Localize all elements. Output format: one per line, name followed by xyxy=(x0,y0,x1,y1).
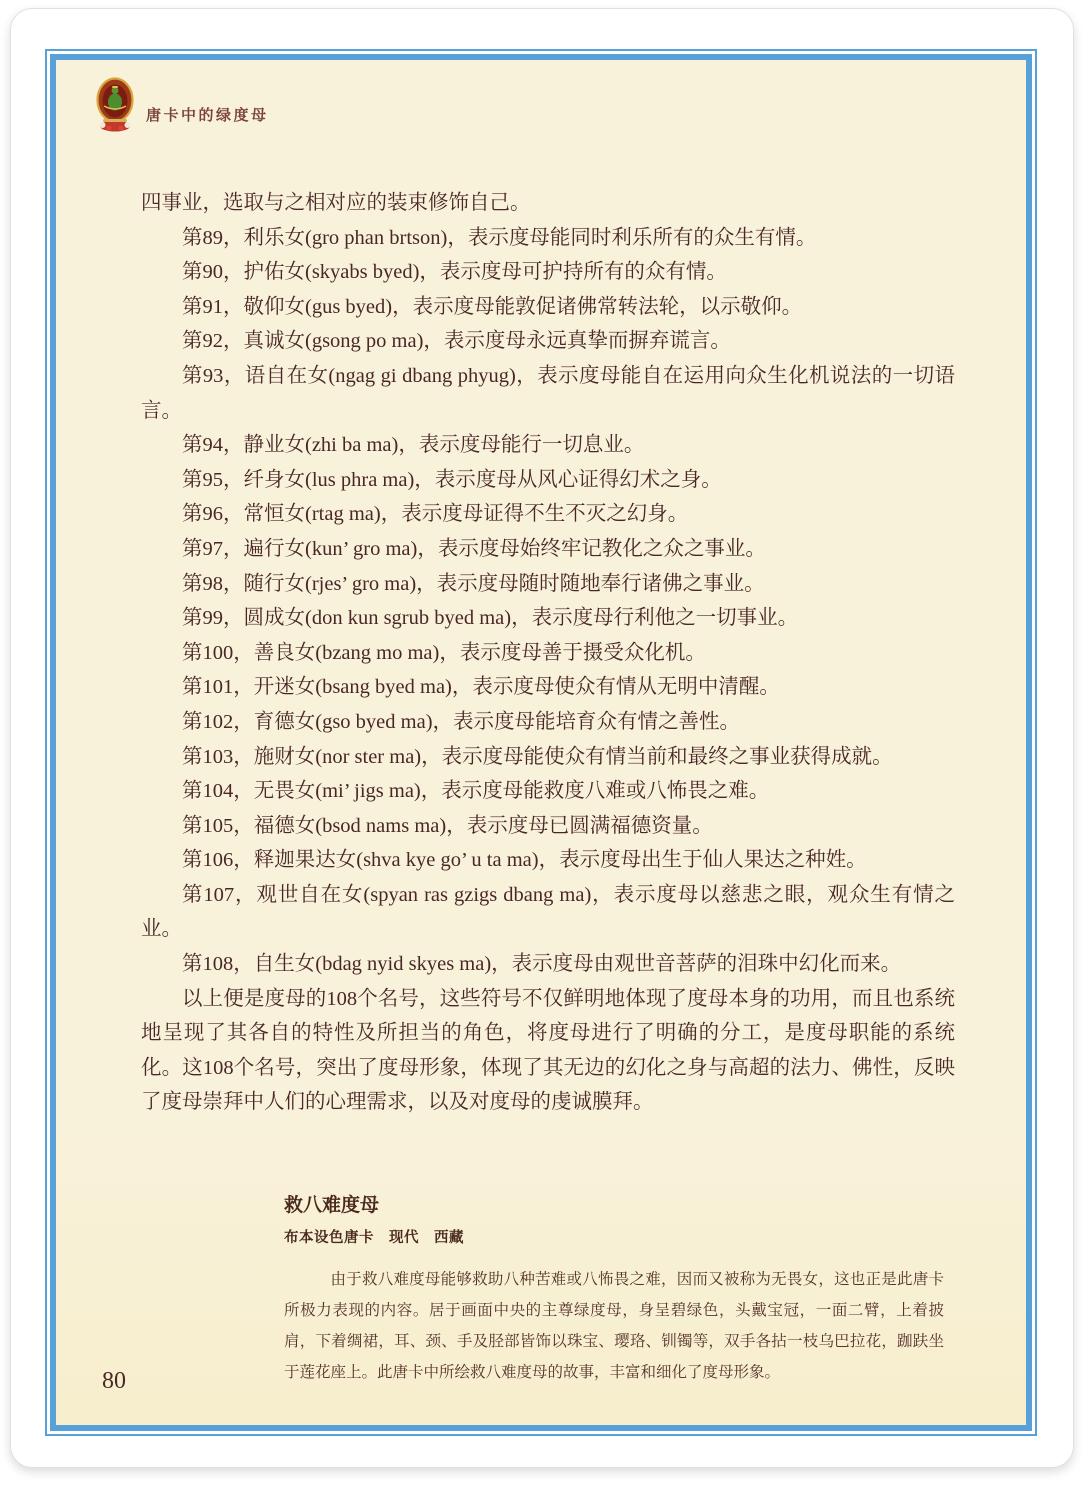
main-text xyxy=(141,186,955,1120)
body-paragraph: 第99，圆成女(don kun sgrub byed ma)，表示度母行利他之一切事业。 xyxy=(182,607,799,630)
body-paragraph: 第103，施财女(nor ster ma)，表示度母能使众有情当前和最终之事业获得成就。 xyxy=(182,745,893,768)
body-paragraph: 第108，自生女(bdag nyid skyes ma)，表示度母由观世音菩萨的泪珠中幻化而来。 xyxy=(182,953,902,976)
body-paragraph: 第97，遍行女(kun’ gro ma)，表示度母始终牢记教化之众之事业。 xyxy=(182,537,766,560)
body-paragraph: 第92，真诚女(gsong po ma)，表示度母永远真挚而摒弃谎言。 xyxy=(182,330,731,353)
body-paragraph: 第102，育德女(gso byed ma)，表示度母能培育众有情之善性。 xyxy=(182,710,741,733)
book-page xyxy=(10,8,1074,1468)
page-content xyxy=(56,60,1026,1425)
body-paragraph: 第104，无畏女(mi’ jigs ma)，表示度母能救度八难或八怖畏之难。 xyxy=(182,780,770,803)
thangka-logo-icon xyxy=(94,76,136,136)
body-paragraph: 以上便是度母的108个名号，这些符号不仅鲜明地体现了度母本身的功用，而且也系统地呈现了其各自的特性及所担当的角色，将度母进行了明确的分工，是度母职能的系统化。这108个名号，突出了度母形象，体现了其无边的幻化之身与高超的法力、佛性，反映了度母崇拜中人们的心理需求，以及对度母的虔诚膜拜。 xyxy=(141,987,955,1114)
body-paragraph: 第96，常恒女(rtag ma)，表示度母证得不生不灭之幻身。 xyxy=(182,503,689,526)
page-border-frame xyxy=(45,49,1037,1436)
page-inner-frame xyxy=(50,54,1032,1431)
body-paragraph: 第93，语自在女(ngag gi dbang phyug)，表示度母能自在运用向众生化机说法的一切语言。 xyxy=(141,364,955,422)
caption-subtitle: 布本设色唐卡 现代 西藏 xyxy=(284,1230,464,1246)
body-paragraph: 第94，静业女(zhi ba ma)，表示度母能行一切息业。 xyxy=(182,434,645,457)
body-paragraph: 第95，纤身女(lus phra ma)，表示度母从风心证得幻术之身。 xyxy=(182,468,722,491)
page-number: 80 xyxy=(102,1368,126,1394)
body-paragraph: 第105，福德女(bsod nams ma)，表示度母已圆满福德资量。 xyxy=(182,814,713,837)
caption-title: 救八难度母 xyxy=(284,1195,380,1216)
body-paragraph: 第91，敬仰女(gus byed)，表示度母能敦促诸佛常转法轮，以示敬仰。 xyxy=(182,295,803,318)
body-paragraph: 第90，护佑女(skyabs byed)，表示度母可护持所有的众有情。 xyxy=(182,261,727,284)
caption-paragraph: 由于救八难度母能够救助八种苦难或八怖畏之难，因而又被称为无畏女，这也正是此唐卡所极力表现的内容。居于画面中央的主尊绿度母，身呈碧绿色，头戴宝冠，一面二臂，上着披肩，下着绸裙，耳、颈、手及胫部皆饰以珠宝、璎珞、钏镯等，双手各拈一枝乌巴拉花，跏趺坐于莲花座上。此唐卡中所绘救八难度母的故事，丰富和细化了度母形象。 xyxy=(284,1271,944,1381)
body-paragraph: 四事业，选取与之相对应的装束修饰自己。 xyxy=(141,192,531,214)
body-paragraph: 第107，观世自在女(spyan ras gzigs dbang ma)，表示度母以慈悲之眼，观众生有情之业。 xyxy=(141,883,955,941)
body-paragraph: 第100，善良女(bzang mo ma)，表示度母善于摄受众化机。 xyxy=(182,641,706,664)
book-title: 唐卡中的绿度母 xyxy=(146,107,269,124)
body-paragraph: 第101，开迷女(bsang byed ma)，表示度母使众有情从无明中清醒。 xyxy=(182,676,780,699)
body-paragraph: 第106，释迦果达女(shva kye go’ u ta ma)，表示度母出生于仙人果达之种姓。 xyxy=(182,849,867,872)
body-paragraph: 第98，随行女(rjes’ gro ma)，表示度母随时随地奉行诸佛之事业。 xyxy=(182,572,765,595)
body-paragraph: 第89，利乐女(gro phan brtson)，表示度母能同时利乐所有的众生有情。 xyxy=(182,226,817,249)
artwork-caption xyxy=(284,1190,944,1388)
